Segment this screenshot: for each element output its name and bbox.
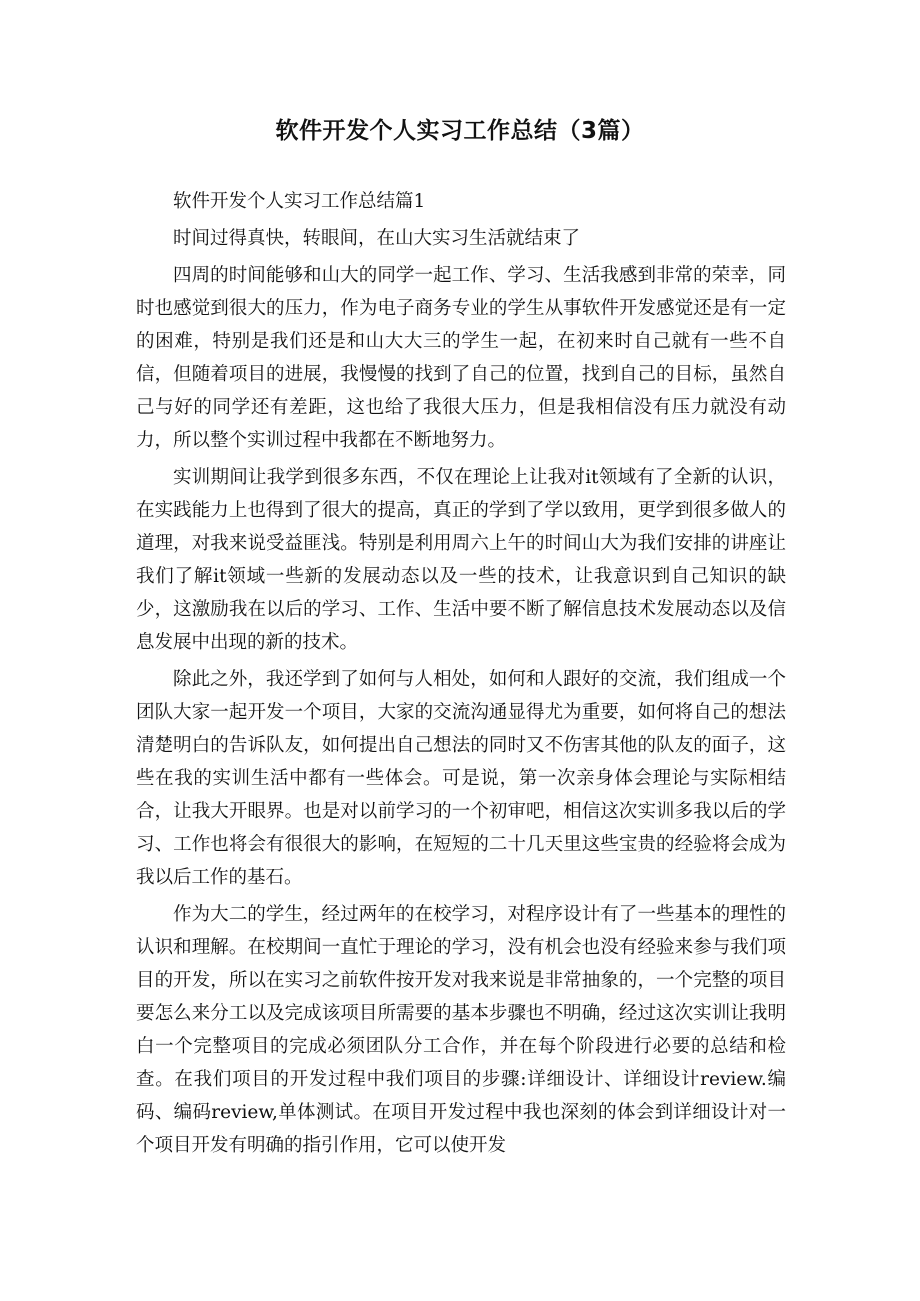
document-body <box>136 185 786 1166</box>
paragraph: 时间过得真快，转眼间，在山大实习生活就结束了 <box>173 228 581 249</box>
paragraph: 实训期间让我学到很多东西，不仅在理论上让我对it领域有了全新的认识，在实践能力上也得到了很大的提高，真正的学到了学以致用，更学到很多做人的道理，对我来说受益匪浅。特别是利用周六上午的时间山大为我们安排的讲座让我们了解it领域一些新的发展动态以及一些的技术，让我意识到自己知识的缺少，这激励我在以后的学习、工作、生活中要不断了解信息技术发展动态以及信息发展中出现的新的技术。 <box>136 467 786 653</box>
paragraph: 除此之外，我还学到了如何与人相处，如何和人跟好的交流，我们组成一个团队大家一起开发一个项目，大家的交流沟通显得尤为重要，如何将自己的想法清楚明白的告诉队友，如何提出自己想法的同时又不伤害其他的队友的面子，这些在我的实训生活中都有一些体会。可是说，第一次亲身体会理论与实际相结合，让我大开眼界。也是对以前学习的一个初审吧，相信这次实训多我以后的学习、工作也将会有很很大的影响，在短短的二十几天里这些宝贵的经验将会成为我以后工作的基石。 <box>136 669 786 888</box>
paragraph: 作为大二的学生，经过两年的在校学习，对程序设计有了一些基本的理性的认识和理解。在校期间一直忙于理论的学习，没有机会也没有经验来参与我们项目的开发，所以在实习之前软件按开发对我来说是非常抽象的，一个完整的项目要怎么来分工以及完成该项目所需要的基本步骤也不明确，经过这次实训让我明白一个完整项目的完成必须团队分工合作，并在每个阶段进行必要的总结和检查。在我们项目的开发过程中我们项目的步骤:详细设计、详细设计review.编码、编码review,单体测试。在项目开发过程中我也深刻的体会到详细设计对一个项目开发有明确的指引作用，它可以使开发 <box>136 904 786 1156</box>
section-heading: 软件开发个人实习工作总结篇1 <box>173 191 426 212</box>
document-title: 软件开发个人实习工作总结（3篇） <box>275 118 645 144</box>
paragraph: 四周的时间能够和山大的同学一起工作、学习、生活我感到非常的荣幸，同时也感觉到很大的压力，作为电子商务专业的学生从事软件开发感觉还是有一定的困难，特别是我们还是和山大大三的学生一起，在初来时自己就有一些不自信，但随着项目的进展，我慢慢的找到了自己的位置，找到自己的目标，虽然自己与好的同学还有差距，这也给了我很大压力，但是我相信没有压力就没有动力，所以整个实训过程中我都在不断地努力。 <box>136 265 786 451</box>
